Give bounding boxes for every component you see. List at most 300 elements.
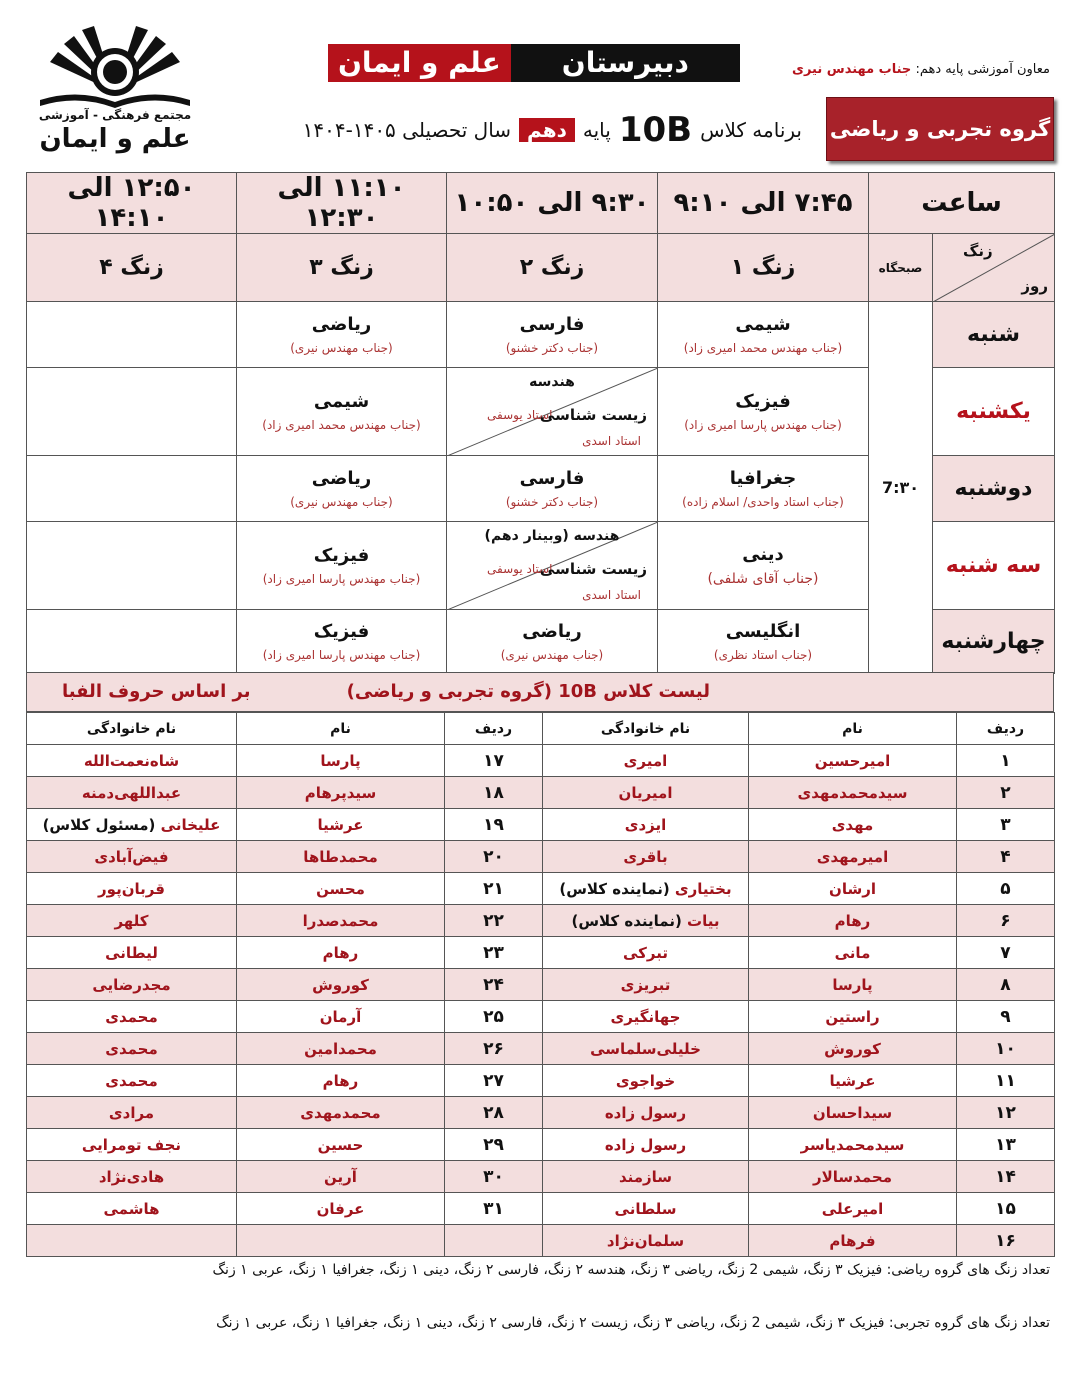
teacher: (جناب مهندس پارسا امیری زاد): [262, 572, 421, 586]
student-name-text: پارسا: [320, 751, 361, 770]
student-name-text: محسن: [316, 879, 365, 898]
student-family-text: بختیاری: [674, 879, 732, 898]
logo-emblem-icon: [30, 22, 200, 112]
teacher: (جناب مهندس پارسا امیری زاد): [684, 418, 842, 432]
row-number-text: ۱۱: [995, 1070, 1016, 1091]
split-teacher-a: استاد یوسفی: [487, 562, 553, 576]
student-name-text: محمدمهدی: [300, 1103, 381, 1122]
student-name: [237, 1193, 445, 1225]
student-name-text: محمدسالار: [812, 1167, 892, 1186]
table-row: [27, 777, 1055, 809]
student-family: [543, 969, 749, 1001]
row-number-text: ۹: [1000, 1006, 1011, 1027]
cell-sun-2-split: [447, 368, 658, 456]
student-family-text: قربان‌پور: [98, 879, 165, 898]
student-family: [543, 1193, 749, 1225]
header-family: نام خانوادگی: [543, 713, 749, 745]
student-family: [543, 745, 749, 777]
student-name: [749, 1225, 957, 1257]
student-family: [27, 809, 237, 841]
cell-tue-3: [237, 522, 447, 610]
student-name: [237, 777, 445, 809]
cell-mon-3: [237, 456, 447, 522]
student-family-text: کلهر: [114, 911, 149, 930]
student-name-text: پارسا: [832, 975, 873, 994]
student-family-text: فیض‌آبادی: [94, 847, 169, 866]
grade-value: دهم: [519, 118, 575, 142]
teacher: (جناب مهندس محمد امیری زاد): [683, 341, 843, 355]
student-name: [749, 841, 957, 873]
logo-name: علم و ایمان: [39, 124, 191, 154]
student-family-text: علیخانی: [160, 815, 221, 834]
student-family-text: تبریزی: [620, 975, 671, 994]
row-number: [445, 809, 543, 841]
school-title-part2: علم و ایمان: [328, 44, 511, 82]
student-name-text: امیرمهدی: [816, 847, 889, 866]
student-family: [27, 1033, 237, 1065]
morning-label: صبحگاه: [869, 234, 933, 302]
row-number-text: ۲۷: [483, 1070, 504, 1091]
row-number-text: ۳۱: [483, 1198, 504, 1219]
role-note: (مسئول کلاس): [42, 815, 156, 834]
student-family-text: مجدرضایی: [92, 975, 171, 994]
student-name: [749, 937, 957, 969]
row-number-text: ۸: [1000, 974, 1011, 995]
row-number: [445, 969, 543, 1001]
program-line: [282, 110, 802, 150]
table-row: [27, 937, 1055, 969]
subject: جغرافیا: [729, 468, 797, 489]
subject: فیزیک: [735, 391, 791, 412]
student-family: [27, 969, 237, 1001]
role-note: (نماینده کلاس): [559, 879, 670, 898]
student-family-text: خواجوی: [615, 1071, 676, 1090]
row-number: [445, 937, 543, 969]
group-badge: گروه تجربی و ریاضی: [826, 97, 1054, 161]
student-family-text: بیات: [687, 911, 720, 930]
row-number-text: ۱۰: [995, 1038, 1016, 1059]
cell-sat-4: [27, 302, 237, 368]
student-family-text: رسول زاده: [604, 1103, 687, 1122]
grade-label: پایه: [582, 118, 611, 142]
row-number: [957, 937, 1055, 969]
student-name: [237, 905, 445, 937]
table-row: [27, 1033, 1055, 1065]
deputy-name: جناب مهندس نیری: [792, 62, 912, 77]
row-number-text: ۱۲: [995, 1102, 1016, 1123]
row-number: [957, 745, 1055, 777]
row-number: [445, 1001, 543, 1033]
teacher: (جناب استاد نظری): [713, 648, 813, 662]
teacher: (جناب آقای شلفی): [707, 571, 819, 587]
row-number-text: ۲۱: [483, 878, 504, 899]
row-number: [957, 1065, 1055, 1097]
bell-3: زنگ ۳: [237, 234, 447, 302]
row-number-text: ۳: [1000, 814, 1011, 835]
subject: فیزیک: [313, 621, 370, 642]
row-number: [445, 841, 543, 873]
student-name: [237, 1161, 445, 1193]
split-teacher-b: استاد اسدی: [582, 588, 641, 602]
subject: انگلیسی: [725, 621, 801, 642]
student-name: [237, 1001, 445, 1033]
row-number: [957, 841, 1055, 873]
cell-sat-2: [447, 302, 658, 368]
header-family: نام خانوادگی: [27, 713, 237, 745]
teacher: (جناب دکتر خشنو): [505, 495, 599, 509]
student-family: [27, 1161, 237, 1193]
student-family: [27, 841, 237, 873]
time-slot-4: ۱۲:۵۰ الی ۱۴:۱۰: [27, 173, 237, 234]
day-wednesday: چهارشنبه: [933, 610, 1055, 674]
student-roster-table: [26, 712, 1055, 1257]
student-family-text: باقری: [623, 847, 668, 866]
student-family: [27, 1097, 237, 1129]
student-family: [543, 937, 749, 969]
row-number: [957, 809, 1055, 841]
morning-time: 7:۳۰: [869, 302, 933, 674]
student-name-text: عرشیا: [317, 815, 364, 834]
row-number-text: ۱۳: [995, 1134, 1016, 1155]
student-family-text: لیطانی: [105, 943, 158, 962]
bell-1: زنگ ۱: [658, 234, 869, 302]
teacher: (جناب مهندس نیری): [290, 341, 393, 355]
row-number-text: ۱۹: [483, 814, 504, 835]
subject: فارسی: [519, 314, 585, 335]
student-name: [749, 873, 957, 905]
row-number: [957, 969, 1055, 1001]
row-number-text: ۱۵: [995, 1198, 1016, 1219]
teacher: (جناب مهندس محمد امیری زاد): [262, 418, 421, 432]
header-name: نام: [749, 713, 957, 745]
student-name-text: محمدامین: [304, 1039, 377, 1058]
alphabetical-note: بر اساس حروف الفبا: [62, 681, 251, 702]
row-number-text: ۱۷: [483, 750, 504, 771]
row-number: [445, 1225, 543, 1257]
student-family-text: خلیلی‌سلماسی: [590, 1039, 701, 1058]
cell-sat-3: [237, 302, 447, 368]
student-name: [749, 905, 957, 937]
row-number: [957, 873, 1055, 905]
teacher: (جناب دکتر خشنو): [505, 341, 599, 355]
row-number-text: ۶: [1000, 910, 1011, 931]
deputy-label: معاون آموزشی پایه دهم:: [915, 62, 1050, 77]
row-number: [957, 1161, 1055, 1193]
student-family-text: سلطانی: [614, 1199, 677, 1218]
row-number-text: ۲۹: [483, 1134, 504, 1155]
student-family-text: شاه‌نعمت‌الله: [83, 751, 180, 770]
student-name-text: کوروش: [824, 1039, 881, 1058]
student-family-text: عبداللهی‌دمنه: [81, 783, 182, 802]
student-name: [237, 1033, 445, 1065]
table-row: [27, 841, 1055, 873]
student-name-text: سیداحسان: [812, 1103, 893, 1122]
student-family-text: محمدی: [105, 1071, 158, 1090]
student-family-text: جهانگیری: [610, 1007, 681, 1026]
row-number-text: ۲۰: [483, 846, 504, 867]
student-name-text: امیرعلی: [821, 1199, 884, 1218]
student-family: [27, 1193, 237, 1225]
row-number-text: ۲۶: [483, 1038, 504, 1059]
student-name-text: رهام: [322, 1071, 359, 1090]
subject: فارسی: [519, 468, 585, 489]
cell-wed-3: [237, 610, 447, 674]
header-row-num: ردیف: [957, 713, 1055, 745]
student-family: [543, 777, 749, 809]
student-family: [27, 873, 237, 905]
subject: فیزیک: [313, 545, 370, 566]
academic-year: سال تحصیلی ۱۴۰۵-۱۴۰۴: [302, 118, 512, 142]
student-name-text: آرین: [324, 1167, 357, 1186]
table-row: [27, 873, 1055, 905]
table-row: [27, 1161, 1055, 1193]
student-name: [237, 1065, 445, 1097]
table-row: [27, 809, 1055, 841]
row-number: [445, 745, 543, 777]
student-name: [749, 1129, 957, 1161]
time-slot-3: ۱۱:۱۰ الی ۱۲:۳۰: [237, 173, 447, 234]
student-family: [543, 1129, 749, 1161]
student-name-text: مانی: [834, 943, 871, 962]
class-list-title: [347, 681, 710, 702]
table-row: [27, 745, 1055, 777]
student-family-text: تبرکی: [623, 943, 668, 962]
student-family-text: امیریان: [618, 783, 673, 802]
student-name: [749, 1161, 957, 1193]
student-name: [237, 841, 445, 873]
cell-sat-1: [658, 302, 869, 368]
teacher: (جناب مهندس نیری): [290, 495, 393, 509]
row-number-text: ۲: [1000, 782, 1011, 803]
row-number: [957, 1033, 1055, 1065]
row-number: [445, 1129, 543, 1161]
weekly-schedule-table: [26, 172, 1055, 674]
row-number: [957, 1097, 1055, 1129]
student-family-text: سلمان‌نژاد: [606, 1231, 685, 1250]
table-row: [27, 969, 1055, 1001]
student-name: [237, 1129, 445, 1161]
split-subject-a: هندسه: [529, 374, 575, 390]
list-title-suffix: (گروه تجربی و ریاضی): [346, 681, 552, 702]
cell-sun-4: [27, 368, 237, 456]
subject: ریاضی: [311, 468, 372, 489]
student-name-text: عرفان: [316, 1199, 365, 1218]
cell-tue-2-split: [447, 522, 658, 610]
cell-mon-4: [27, 456, 237, 522]
row-number: [445, 905, 543, 937]
student-family-text: هاشمی: [103, 1199, 160, 1218]
student-name-text: سیدپرهام: [304, 783, 377, 802]
split-subject-b: زیست شناسی: [539, 406, 647, 424]
logo-subtitle: مجتمع فرهنگی - آموزشی: [38, 108, 192, 122]
split-subject-b: زیست شناسی: [539, 560, 647, 578]
student-name-text: آرمان: [319, 1007, 362, 1026]
table-row: [27, 1001, 1055, 1033]
header-row-num: ردیف: [445, 713, 543, 745]
student-name-text: حسین: [317, 1135, 364, 1154]
row-number-text: ۲۲: [483, 910, 504, 931]
student-family-text: هادی‌نژاد: [98, 1167, 165, 1186]
time-label: ساعت: [869, 173, 1055, 234]
row-number-text: ۱۶: [995, 1230, 1016, 1251]
student-name-text: رهام: [834, 911, 871, 930]
row-number-text: ۳۰: [483, 1166, 504, 1187]
student-family-text: سازمند: [618, 1167, 673, 1186]
student-name-text: کوروش: [312, 975, 369, 994]
student-family: [543, 841, 749, 873]
student-family-text: محمدی: [105, 1039, 158, 1058]
student-family: [543, 809, 749, 841]
row-number: [445, 873, 543, 905]
subject: ریاضی: [522, 621, 582, 642]
row-number-text: ۱: [1000, 750, 1011, 771]
day-saturday: شنبه: [933, 302, 1055, 368]
student-name-text: محمدصدرا: [302, 911, 379, 930]
student-family-text: نجف تومرایی: [81, 1135, 182, 1154]
row-number: [957, 1193, 1055, 1225]
subject: دینی: [742, 544, 784, 565]
cell-mon-1: [658, 456, 869, 522]
corner-day: روز: [1021, 277, 1048, 295]
student-family: [27, 905, 237, 937]
split-subject-a: هندسه (وبینار دهم): [484, 528, 620, 544]
row-number-text: ۲۳: [483, 942, 504, 963]
corner-zang: زنگ: [963, 242, 993, 260]
row-number: [957, 1001, 1055, 1033]
teacher: (جناب مهندس پارسا امیری زاد): [262, 648, 421, 662]
student-family: [543, 1161, 749, 1193]
student-name-text: عرشیا: [829, 1071, 876, 1090]
list-title-code: 10B: [558, 681, 597, 702]
day-monday: دوشنبه: [933, 456, 1055, 522]
student-family-text: مرادی: [108, 1103, 155, 1122]
student-name: [237, 937, 445, 969]
student-family: [27, 1065, 237, 1097]
school-title-part1: دبیرستان غیردولتی: [511, 44, 740, 82]
student-family: [27, 937, 237, 969]
split-teacher-a: استاد یوسفی: [487, 408, 553, 422]
student-name-text: محمدطاها: [303, 847, 378, 866]
student-name: [237, 1225, 445, 1257]
cell-tue-4: [27, 522, 237, 610]
student-family: [27, 1001, 237, 1033]
student-name: [237, 873, 445, 905]
student-name: [749, 1097, 957, 1129]
student-name: [749, 1065, 957, 1097]
row-number: [445, 1193, 543, 1225]
student-name: [749, 1001, 957, 1033]
student-family: [543, 1097, 749, 1129]
roster-header-row: [27, 713, 1055, 745]
teacher: (جناب مهندس نیری): [500, 648, 604, 662]
student-name: [749, 777, 957, 809]
cell-mon-2: [447, 456, 658, 522]
student-family: [543, 1225, 749, 1257]
student-family-text: محمدی: [105, 1007, 158, 1026]
row-number: [957, 777, 1055, 809]
student-name: [749, 809, 957, 841]
row-number: [445, 1033, 543, 1065]
list-title-prefix: لیست کلاس: [603, 681, 710, 702]
table-row: [27, 1129, 1055, 1161]
cell-wed-2: [447, 610, 658, 674]
bio-bell-counts: تعداد زنگ های گروه تجربی: فیزیک ۳ زنگ، شیمی 2 زنگ، ریاضی ۳ زنگ، زیست ۲ زنگ، فارسی ۲ زنگ، دینی ۱ زنگ، جغرافیا ۱ زنگ، عربی ۱ زنگ: [216, 1315, 1050, 1331]
row-number: [445, 1097, 543, 1129]
day-tuesday: سه شنبه: [933, 522, 1055, 610]
student-name-text: راستین: [825, 1007, 880, 1026]
program-prefix: برنامه کلاس: [700, 118, 802, 142]
student-name-text: مهدی: [831, 815, 874, 834]
student-family: [543, 1001, 749, 1033]
student-name-text: ارشان: [829, 879, 876, 898]
cell-wed-4: [27, 610, 237, 674]
row-number: [957, 905, 1055, 937]
corner-header: [933, 234, 1055, 302]
row-number-text: ۲۸: [483, 1102, 504, 1123]
table-row: [27, 1097, 1055, 1129]
student-name-text: فرهام: [829, 1231, 876, 1250]
row-number: [957, 1129, 1055, 1161]
student-family: [27, 777, 237, 809]
row-number-text: ۲۴: [483, 974, 504, 995]
student-name: [237, 745, 445, 777]
row-number: [445, 1161, 543, 1193]
math-bell-counts: تعداد زنگ های گروه ریاضی: فیزیک ۳ زنگ، شیمی 2 زنگ، ریاضی ۳ زنگ، هندسه ۲ زنگ، فارسی ۲ زنگ، دینی ۱ زنگ، جغرافیا ۱ زنگ، عربی ۱ زنگ: [212, 1262, 1050, 1278]
table-row: [27, 1193, 1055, 1225]
deputy-line: [792, 62, 1050, 77]
student-name-text: سیدمحمدمهدی: [797, 783, 908, 802]
student-name: [749, 745, 957, 777]
table-row: [27, 1065, 1055, 1097]
row-number: [445, 1065, 543, 1097]
student-name-text: امیرحسین: [814, 751, 891, 770]
student-family: [543, 905, 749, 937]
time-slot-1: ۷:۴۵ الی ۹:۱۰: [658, 173, 869, 234]
teacher: (جناب استاد واحدی/ اسلام زاده): [682, 495, 844, 509]
row-number-text: ۱۸: [483, 782, 504, 803]
split-teacher-b: استاد اسدی: [582, 434, 641, 448]
row-number-text: ۲۵: [483, 1006, 504, 1027]
row-number-text: ۷: [1000, 942, 1011, 963]
bell-2: زنگ ۲: [447, 234, 658, 302]
student-name: [749, 969, 957, 1001]
student-family: [27, 1129, 237, 1161]
cell-sun-1: [658, 368, 869, 456]
student-family: [543, 1033, 749, 1065]
class-code: 10B: [618, 110, 693, 150]
student-family: [543, 1065, 749, 1097]
school-title: [328, 44, 740, 117]
student-family-text: امیری: [623, 751, 668, 770]
student-name: [749, 1193, 957, 1225]
bell-4: زنگ ۴: [27, 234, 237, 302]
cell-tue-1: [658, 522, 869, 610]
row-number: [957, 1225, 1055, 1257]
student-family-text: رسول زاده: [604, 1135, 687, 1154]
row-number-text: ۱۴: [995, 1166, 1016, 1187]
role-note: (نماینده کلاس): [571, 911, 682, 930]
student-family: [543, 873, 749, 905]
student-name-text: رهام: [322, 943, 359, 962]
student-name: [237, 1097, 445, 1129]
subject: شیمی: [735, 314, 791, 335]
cell-wed-1: [658, 610, 869, 674]
row-number: [445, 777, 543, 809]
table-row: [27, 905, 1055, 937]
student-name-text: سیدمحمدیاسر: [800, 1135, 905, 1154]
row-number-text: ۵: [1000, 878, 1011, 899]
cell-sun-3: [237, 368, 447, 456]
